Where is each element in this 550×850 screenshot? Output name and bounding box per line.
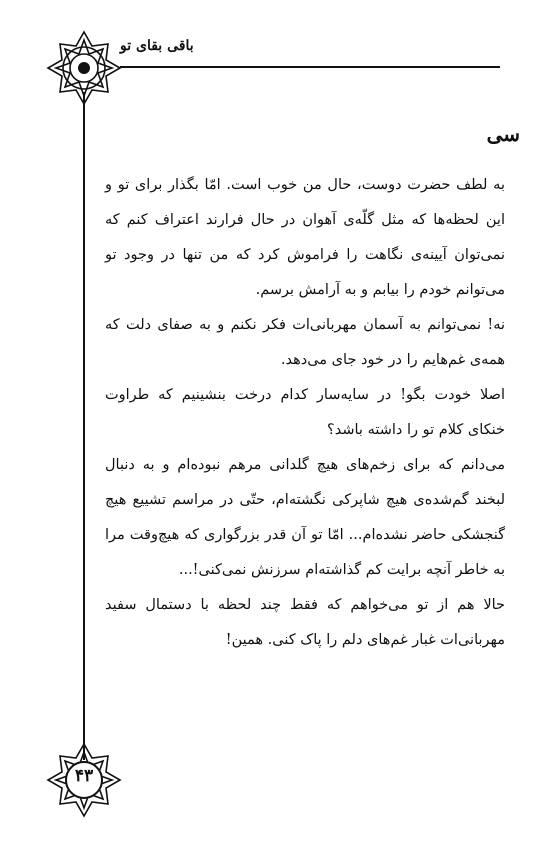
page-number: ۴۳ [74, 766, 94, 786]
paragraph: می‌دانم که برای زخم‌های هیچ گلدانی مرهم نبوده‌ام و به دنبال لبخند گم‌شده‌ی هیچ شاپرکی نگشته‌ام، حتّی در مراسم تشییع هیچ گنجشکی حاضر نشده‌ام... امّا تو آن قدر بزرگواری که هیچ‌وقت مرا به خاطر آنچه برایت کم گذاشته‌ام سرزنش نمی‌کنی!... [105, 457, 505, 578]
paragraph: به لطف حضرت دوست، حال من خوب است. امّا بگذار برای تو و این لحظه‌ها که مثل گلّه‌ی آهوان در حال فرارند اعتراف کنم که نمی‌توان آیینه‌ی نگاهت را فراموش کرد که من تنها در وجود تو می‌توانم خودم را بیابم و به آرامش برسم. [105, 177, 505, 298]
paragraph: نه! نمی‌توانم به آسمان مهربانی‌ات فکر نکنم و به صفای دلت که همه‌ی غم‌هایم را در خود جای می‌دهد. [105, 317, 505, 368]
header-rule [120, 66, 500, 68]
chapter-title: سی [486, 122, 520, 146]
running-title: باقی بقای تو [120, 38, 194, 54]
body-text [105, 168, 505, 658]
paragraph: حالا هم از تو می‌خواهم که فقط چند لحظه با دستمال سفید مهربانی‌ات غبار غم‌های دلم را پاک کنی. همین! [105, 597, 505, 648]
margin-rule [83, 92, 85, 760]
paragraph: اصلا خودت بگو! در سایه‌سار کدام درخت بنشینیم که طراوت خنکای کلام تو را داشته باشد؟ [105, 387, 505, 438]
